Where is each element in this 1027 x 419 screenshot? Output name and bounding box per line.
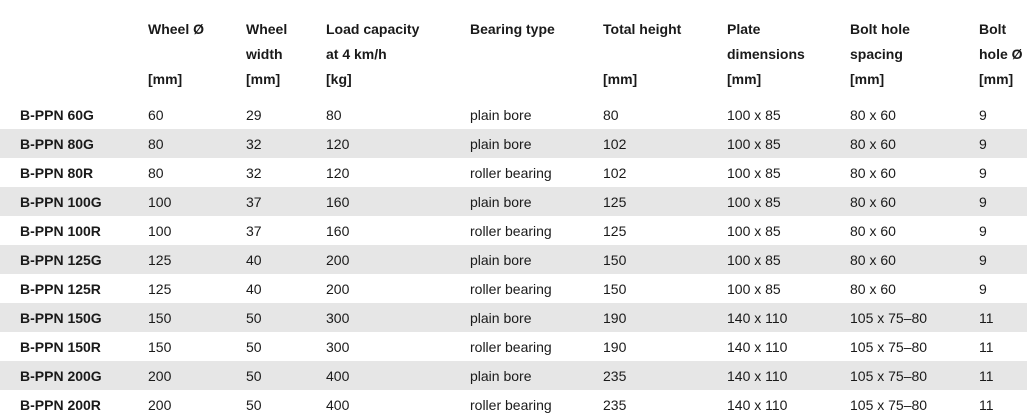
cell-bearing-type: roller bearing (450, 332, 583, 361)
column-header-line: at 4 km/h (326, 46, 387, 62)
cell-total-height: 125 (583, 216, 707, 245)
column-header-wheel-diameter (128, 0, 226, 100)
cell-plate-dimensions: 140 x 110 (707, 390, 830, 419)
table-row (0, 158, 1027, 187)
cell-plate-dimensions: 100 x 85 (707, 100, 830, 129)
cell-plate-dimensions: 100 x 85 (707, 158, 830, 187)
cell-bolt-hole-diameter: 9 (959, 245, 1027, 274)
cell-wheel-diameter: 80 (128, 158, 226, 187)
cell-total-height: 150 (583, 245, 707, 274)
cell-plate-dimensions: 100 x 85 (707, 187, 830, 216)
cell-model: B-PPN 200G (0, 361, 128, 390)
column-header-line (470, 67, 583, 92)
column-header-line: Total height (603, 21, 682, 37)
cell-bearing-type: roller bearing (450, 390, 583, 419)
column-header-load-capacity (306, 0, 450, 100)
table-row (0, 303, 1027, 332)
cell-bearing-type: plain bore (450, 129, 583, 158)
cell-total-height: 150 (583, 274, 707, 303)
cell-bolt-hole-spacing: 80 x 60 (830, 274, 959, 303)
cell-plate-dimensions: 100 x 85 (707, 245, 830, 274)
cell-bolt-hole-spacing: 80 x 60 (830, 216, 959, 245)
cell-bolt-hole-spacing: 105 x 75–80 (830, 361, 959, 390)
column-header-wheel-width (226, 0, 306, 100)
cell-wheel-width: 40 (226, 245, 306, 274)
cell-load-capacity: 160 (306, 216, 450, 245)
column-header-line (20, 17, 128, 42)
column-header-line: Bolt hole (850, 21, 910, 37)
column-header-line: hole Ø (979, 46, 1023, 62)
table-row (0, 361, 1027, 390)
column-header-bearing-type (450, 0, 583, 100)
cell-bolt-hole-diameter: 9 (959, 187, 1027, 216)
cell-model: B-PPN 60G (0, 100, 128, 129)
column-header-line: dimensions (727, 46, 805, 62)
table-row (0, 390, 1027, 419)
cell-wheel-diameter: 125 (128, 274, 226, 303)
cell-model: B-PPN 125R (0, 274, 128, 303)
cell-plate-dimensions: 100 x 85 (707, 129, 830, 158)
table-header (0, 0, 1027, 100)
column-header-line (470, 42, 583, 67)
cell-model: B-PPN 200R (0, 390, 128, 419)
column-header-bolt-hole-spacing (830, 0, 959, 100)
cell-bearing-type: roller bearing (450, 274, 583, 303)
column-header-line: Wheel Ø (148, 21, 205, 37)
cell-total-height: 102 (583, 158, 707, 187)
cell-wheel-diameter: 100 (128, 187, 226, 216)
cell-wheel-width: 37 (226, 187, 306, 216)
cell-plate-dimensions: 100 x 85 (707, 274, 830, 303)
cell-bearing-type: plain bore (450, 245, 583, 274)
cell-total-height: 190 (583, 303, 707, 332)
table-row (0, 100, 1027, 129)
cell-total-height: 125 (583, 187, 707, 216)
cell-bolt-hole-spacing: 105 x 75–80 (830, 390, 959, 419)
column-header-line: Plate (727, 21, 761, 37)
cell-bolt-hole-diameter: 11 (959, 332, 1027, 361)
cell-model: B-PPN 80R (0, 158, 128, 187)
cell-model: B-PPN 100G (0, 187, 128, 216)
cell-load-capacity: 120 (306, 129, 450, 158)
column-header-plate-dimensions (707, 0, 830, 100)
cell-bolt-hole-spacing: 105 x 75–80 (830, 332, 959, 361)
cell-wheel-width: 32 (226, 158, 306, 187)
cell-wheel-diameter: 200 (128, 390, 226, 419)
cell-load-capacity: 80 (306, 100, 450, 129)
cell-bearing-type: roller bearing (450, 216, 583, 245)
column-header-bolt-hole-diameter (959, 0, 1027, 100)
cell-wheel-width: 32 (226, 129, 306, 158)
cell-wheel-width: 50 (226, 361, 306, 390)
cell-total-height: 190 (583, 332, 707, 361)
cell-total-height: 80 (583, 100, 707, 129)
column-header-line: [mm] (603, 71, 638, 87)
cell-bearing-type: plain bore (450, 187, 583, 216)
column-header-line: [mm] (850, 71, 885, 87)
column-header-line: Wheel (246, 21, 288, 37)
cell-bolt-hole-spacing: 80 x 60 (830, 245, 959, 274)
cell-bolt-hole-spacing: 105 x 75–80 (830, 303, 959, 332)
cell-wheel-width: 50 (226, 390, 306, 419)
cell-bolt-hole-spacing: 80 x 60 (830, 129, 959, 158)
cell-total-height: 235 (583, 390, 707, 419)
table-row (0, 332, 1027, 361)
cell-total-height: 235 (583, 361, 707, 390)
column-header-model (0, 0, 128, 100)
header-row (0, 0, 1027, 100)
cell-load-capacity: 120 (306, 158, 450, 187)
column-header-line (20, 42, 128, 67)
cell-wheel-diameter: 100 (128, 216, 226, 245)
cell-wheel-width: 29 (226, 100, 306, 129)
cell-bolt-hole-spacing: 80 x 60 (830, 187, 959, 216)
column-header-line: Load capacity (326, 21, 420, 37)
column-header-line: [mm] (727, 71, 762, 87)
cell-wheel-width: 37 (226, 216, 306, 245)
cell-model: B-PPN 80G (0, 129, 128, 158)
cell-wheel-diameter: 150 (128, 332, 226, 361)
cell-model: B-PPN 150G (0, 303, 128, 332)
cell-bearing-type: plain bore (450, 303, 583, 332)
cell-load-capacity: 200 (306, 274, 450, 303)
column-header-line: Bolt (979, 21, 1007, 37)
table-row (0, 129, 1027, 158)
column-header-total-height (583, 0, 707, 100)
column-header-line: [mm] (148, 71, 183, 87)
table-row (0, 216, 1027, 245)
table-row (0, 187, 1027, 216)
cell-bolt-hole-diameter: 9 (959, 158, 1027, 187)
cell-bolt-hole-diameter: 11 (959, 303, 1027, 332)
table-row (0, 274, 1027, 303)
column-header-line: [mm] (979, 71, 1014, 87)
cell-wheel-width: 50 (226, 303, 306, 332)
column-header-line: width (246, 46, 283, 62)
column-header-line (148, 42, 226, 67)
cell-bolt-hole-diameter: 9 (959, 100, 1027, 129)
cell-total-height: 102 (583, 129, 707, 158)
cell-bolt-hole-diameter: 11 (959, 390, 1027, 419)
column-header-line: [kg] (326, 71, 352, 87)
cell-load-capacity: 400 (306, 390, 450, 419)
cell-wheel-width: 40 (226, 274, 306, 303)
cell-wheel-diameter: 150 (128, 303, 226, 332)
table-row (0, 245, 1027, 274)
cell-wheel-width: 50 (226, 332, 306, 361)
cell-plate-dimensions: 140 x 110 (707, 303, 830, 332)
cell-bolt-hole-spacing: 80 x 60 (830, 158, 959, 187)
cell-model: B-PPN 150R (0, 332, 128, 361)
cell-bolt-hole-spacing: 80 x 60 (830, 100, 959, 129)
cell-bearing-type: plain bore (450, 100, 583, 129)
column-header-line: Bearing type (470, 21, 555, 37)
cell-bearing-type: roller bearing (450, 158, 583, 187)
cell-bolt-hole-diameter: 9 (959, 274, 1027, 303)
cell-wheel-diameter: 125 (128, 245, 226, 274)
column-header-line: [mm] (246, 71, 281, 87)
cell-model: B-PPN 125G (0, 245, 128, 274)
cell-bearing-type: plain bore (450, 361, 583, 390)
cell-plate-dimensions: 140 x 110 (707, 332, 830, 361)
cell-bolt-hole-diameter: 9 (959, 129, 1027, 158)
column-header-line: spacing (850, 46, 903, 62)
cell-load-capacity: 160 (306, 187, 450, 216)
cell-plate-dimensions: 140 x 110 (707, 361, 830, 390)
cell-model: B-PPN 100R (0, 216, 128, 245)
cell-load-capacity: 300 (306, 303, 450, 332)
column-header-line (603, 42, 707, 67)
table-body (0, 100, 1027, 419)
column-header-line (20, 67, 128, 92)
cell-plate-dimensions: 100 x 85 (707, 216, 830, 245)
cell-bolt-hole-diameter: 11 (959, 361, 1027, 390)
cell-bolt-hole-diameter: 9 (959, 216, 1027, 245)
cell-wheel-diameter: 80 (128, 129, 226, 158)
cell-load-capacity: 400 (306, 361, 450, 390)
cell-wheel-diameter: 60 (128, 100, 226, 129)
cell-wheel-diameter: 200 (128, 361, 226, 390)
cell-load-capacity: 200 (306, 245, 450, 274)
cell-load-capacity: 300 (306, 332, 450, 361)
